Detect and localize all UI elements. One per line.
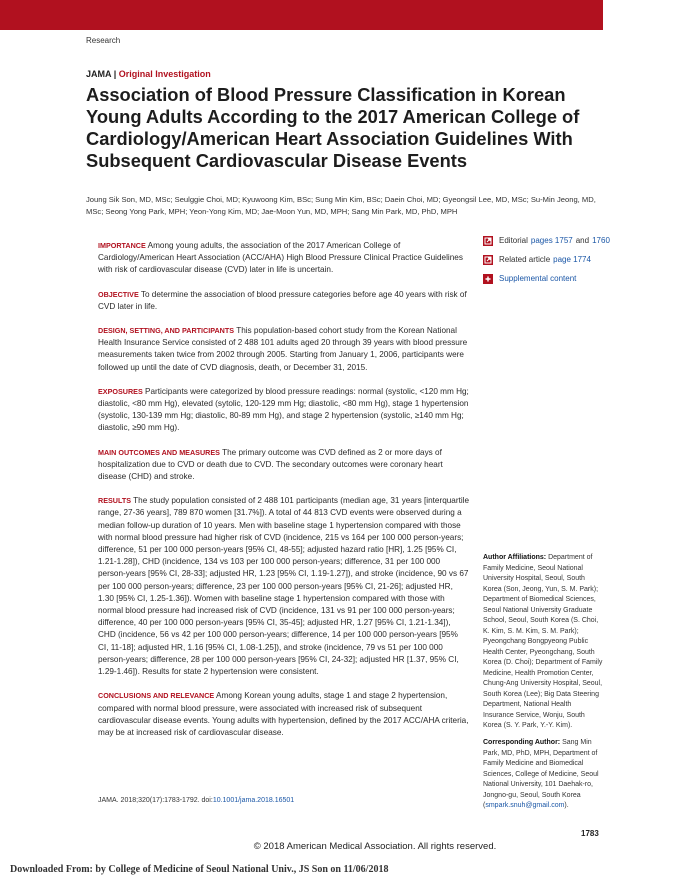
doi-link[interactable]: 10.1001/jama.2018.16501 <box>212 797 295 804</box>
importance-text: Among young adults, the association of the 2017 American College of Cardiology/American Heart Association (ACC/AHA) High Blood Pressure Clinical Practice Guidelines with risk of cardiovascular disease (CVD) later in life is uncertain. <box>98 241 463 275</box>
editorial-label: Editorial <box>499 236 528 245</box>
top-color-bar <box>0 0 603 30</box>
objective-text: To determine the association of blood pressure categories before age 40 years with risk of CVD later in life. <box>98 289 467 311</box>
abstract-design <box>98 325 470 374</box>
affiliations-text: Department of Family Medicine, Seoul National University Hospital, Seoul, South Korea (Son, Jeong, Yun, S. M. Park); Department of Biomedical Sciences, Seoul National University Graduate School, Seoul, South Korea (S. Choi, K. Kim, S. M. Kim, S. M. Park); Pyeongchang Bongpyeong Public Health Center, Pyeongchang, South Korea (D. Choi); Department of Family Medicine, Health Promotion Center, Chung-Ang University Hospital, Seoul, South Korea (Lee); Big Data Steering Department, National Health Insurance Service, Wonju, South Korea (S. Y. Park, Y.-Y. Kim). <box>483 554 603 729</box>
corresponding-author <box>483 738 603 812</box>
article-title: Association of Blood Pressure Classification in Korean Young Adults According to the 2017 American College of Cardiology/American Heart Association Guidelines With Subsequent Cardiovascular Disease Events <box>86 84 580 171</box>
article-type: Original Investigation <box>118 69 211 79</box>
author-list: Joung Sik Son, MD, MSc; Seulggie Choi, MD; Kyuwoong Kim, BSc; Sung Min Kim, BSc; Daein Choi, MD; Gyeongsil Lee, MD, MSc; Su-Min Jeong, MD, MSc; Seong Yong Park, MPH; Yeon-Yong Kim, MD; Jae-Moon Yun, MD, MPH; Sang Min Park, MD, PhD, MPH <box>86 195 596 216</box>
abstract-outcomes <box>98 447 470 484</box>
corresponding-close: ). <box>564 802 569 809</box>
exposures-heading: EXPOSURES <box>98 386 143 396</box>
header-separator: | <box>113 69 117 79</box>
design-heading: DESIGN, SETTING, AND PARTICIPANTS <box>98 326 235 336</box>
section-label: Research <box>86 36 121 45</box>
related-article-label: Related article <box>499 255 551 264</box>
design-text: This population-based cohort study from the Korean National Health Insurance Service consisted of 2 488 101 adults aged 20 through 39 years with blood pressure measurements taken twice from 2002 through 2005. Starting from January 1, 2006, participants were followed up until the date of CVD diagnosis, death, or December 31, 2015. <box>98 326 468 372</box>
abstract-conclusions <box>98 690 470 739</box>
conclusions-heading: CONCLUSIONS AND RELEVANCE <box>98 691 215 701</box>
results-heading: RESULTS <box>98 496 132 506</box>
editorial-pages-link[interactable]: pages 1757 <box>530 236 573 245</box>
corresponding-text: Sang Min Park, MD, PhD, MPH, Department of Family Medicine and Biomedical Sciences, College of Medicine, Seoul National University, 101 Daehak-ro, Jongno-gu, Seoul, South Korea ( <box>483 739 599 809</box>
citation-text: JAMA. 2018;320(17):1783-1792. doi: <box>98 797 213 804</box>
abstract <box>98 240 470 739</box>
corresponding-heading: Corresponding Author: <box>483 739 561 746</box>
journal-header <box>86 69 211 79</box>
importance-heading: IMPORTANCE <box>98 241 146 250</box>
page-number: 1783 <box>581 829 599 838</box>
journal-name: JAMA <box>86 69 112 79</box>
download-stamp: Downloaded From: by College of Medicine of Seoul National Univ., JS Son on 11/06/2018 <box>10 864 389 875</box>
editorial-icon <box>483 236 493 246</box>
affiliations-heading: Author Affiliations: <box>483 554 547 561</box>
objective-heading: OBJECTIVE <box>98 289 139 299</box>
related-article-icon <box>483 255 493 265</box>
editorial-link-row <box>483 231 623 250</box>
abstract-importance <box>98 240 470 277</box>
outcomes-text: The primary outcome was CVD defined as 2 or more days of hospitalization due to CVD or death due to CVD. The secondary outcomes were coronary heart disease (CHD) and stroke. <box>98 447 443 482</box>
author-affiliations <box>483 553 603 732</box>
related-article-row <box>483 250 623 269</box>
editorial-pages2-link[interactable]: 1760 <box>592 236 610 245</box>
conclusions-text: Among Korean young adults, stage 1 and stage 2 hypertension, compared with normal blood pressure, were associated with increased risk of subsequent cardiovascular disease events. Young adults with hypertension, defined by the 2017 ACC/AHA criteria, may be at increased risk of cardiovascular disease. <box>98 691 469 737</box>
plus-icon <box>483 274 493 284</box>
exposures-text: Participants were categorized by blood pressure readings: normal (systolic, <120 mm Hg; diastolic, <80 mm Hg), elevated (sytolic, 120-129 mm Hg; diastolic, <80 mm Hg), stage 1 hypertension (systolic, 130-139 mm Hg; diastolic, 80-89 mm Hg), and stage 2 hypertension (systolic, ≥140 mm Hg; diastolic, ≥90 mm Hg). <box>98 386 469 433</box>
abstract-objective <box>98 289 470 313</box>
related-article-link[interactable]: page 1774 <box>553 255 591 264</box>
abstract-exposures <box>98 386 470 435</box>
editorial-and: and <box>575 236 590 245</box>
copyright-notice: © 2018 American Medical Association. All rights reserved. <box>253 841 497 852</box>
results-text: The study population consisted of 2 488 101 participants (median age, 31 years [interquartile range, 27-36 years], 789 870 women [31.7%]). A total of 44 813 CVD events were observed during a median follow-up duration of 10 years. Men with baseline stage 1 hypertension compared with those with normal blood pressure had higher risk of CVD (incidence, 215 vs 164 per 100 000 person-years; difference, 51 per 100 000 person-years [95% CI, 48-55]; adjusted hazard ratio [HR], 1.25 [95% CI, 1.21-1.28]), CHD (incidence, 134 vs 103 per 100 000 person-years; difference, 31 per 100 000 person-years [95% CI, 28-33]; adjusted HR, 1.23 [95% CI, 1.19-1.27]), and stroke (incidence, 90 vs 67 per 100 000 person-years; difference, 23 per 100 000 person-years [95% CI, 21-26]; adjusted HR, 1.30 [95% CI, 1.25-1.36]). Women with baseline stage 1 hypertension compared with those with normal blood pressure had increased risk of CVD (incidence, 131 vs 91 per 100 000 person-years; difference, 40 per 100 000 person-years [95% CI, 35-45]; adjusted HR, 1.27 [95% CI, 1.21-1.34]), CHD (incidence, 56 vs 42 per 100 000 person-years; difference, 14 per 100 000 person-years [95% CI, 11-18]; adjusted HR, 1.16 [95% CI, 1.08-1.25]), and stroke (incidence, 79 vs 51 per 100 000 person-years; difference, 28 per 100 000 person-years [95% CI, 24-32]; adjusted HR [1.37, 95% CI, 1.29-1.46]). Results for state 2 hypertension were consistent. <box>98 496 470 677</box>
supplemental-row <box>483 269 623 288</box>
supplemental-content-link[interactable]: Supplemental content <box>499 274 577 283</box>
related-links <box>483 231 623 288</box>
outcomes-heading: MAIN OUTCOMES AND MEASURES <box>98 447 220 457</box>
email-link[interactable]: smpark.snuh@gmail.com <box>485 802 565 809</box>
citation <box>98 797 470 804</box>
abstract-results <box>98 495 470 678</box>
